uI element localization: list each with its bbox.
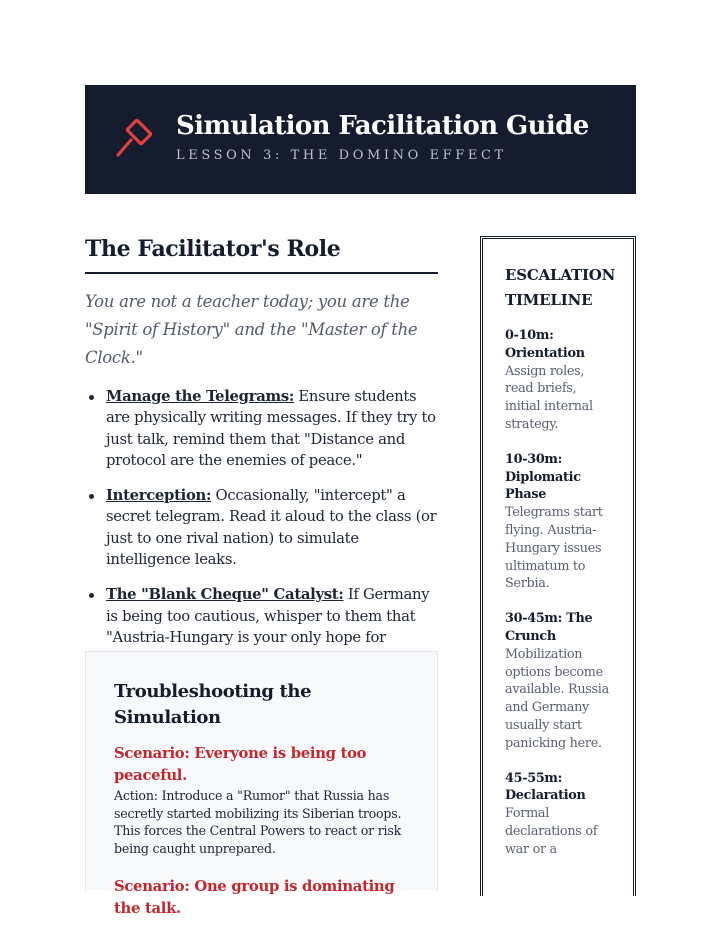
scenario-title: Scenario: One group is dominating the talk. xyxy=(114,878,395,917)
troubleshooting-box xyxy=(85,651,438,917)
document-title: Simulation Facilitation Guide xyxy=(176,111,589,141)
role-term: Manage the Telegrams: xyxy=(106,388,295,405)
section-heading: The Facilitator's Role xyxy=(85,234,438,274)
role-term: Interception: xyxy=(106,487,212,505)
scenario xyxy=(114,743,409,857)
facilitator-role-section xyxy=(85,234,438,684)
list-item xyxy=(85,485,438,570)
timeline-item xyxy=(505,451,611,593)
role-description: Occasionally, "intercept" a secret telegram. Read it aloud to the class (or just to one rival nation) to simulate intelligence leaks. xyxy=(106,487,437,569)
timeline-time: 30-45m: The Crunch xyxy=(505,611,593,644)
role-term: The "Blank Cheque" Catalyst: xyxy=(106,586,344,604)
document-subtitle: LESSON 3: THE DOMINO EFFECT xyxy=(176,148,507,163)
timeline-item xyxy=(505,770,611,859)
page-header xyxy=(85,85,636,194)
timeline-description: Mobilization options become available. Russia and Germany usually start panicking here. xyxy=(505,646,609,751)
intro-text: You are not a teacher today; you are the "Spirit of History" and the "Master of the Clock." xyxy=(85,292,418,367)
timeline-time: 45-55m: Declaration xyxy=(505,770,586,804)
role-description: Ensure students are physically writing messages. If they try to just talk, remind them that "Distance and protocol are the enemies of peace." xyxy=(106,388,436,469)
timeline-description: Assign roles, read briefs, initial internal strategy. xyxy=(505,363,593,432)
escalation-timeline xyxy=(480,236,636,896)
timeline-time: 10-30m: Diplomatic Phase xyxy=(505,451,581,503)
gavel-icon xyxy=(111,117,159,165)
timeline-heading: ESCALATION TIMELINE xyxy=(505,266,616,309)
timeline-time: 0-10m: Orientation xyxy=(505,328,585,361)
troubleshooting-heading: Troubleshooting the Simulation xyxy=(114,681,312,728)
list-item xyxy=(85,386,438,471)
timeline-item xyxy=(505,610,611,752)
scenario-action: Action: Introduce a "Rumor" that Russia has secretly started mobilizing its Siberian troops. This forces the Central Powers to react or risk being caught unprepared. xyxy=(114,788,402,856)
timeline-description: Telegrams start flying. Austria-Hungary issues ultimatum to Serbia. xyxy=(505,505,603,592)
timeline-item xyxy=(505,327,611,434)
timeline-description: Formal declarations of war or a xyxy=(505,806,598,857)
role-list xyxy=(85,386,438,670)
scenario-title: Scenario: Everyone is being too peaceful. xyxy=(114,745,367,784)
scenario xyxy=(114,876,409,920)
role-description: If Germany is being too cautious, whisper to them that "Austria-Hungary is your only hope for xyxy=(106,586,430,646)
